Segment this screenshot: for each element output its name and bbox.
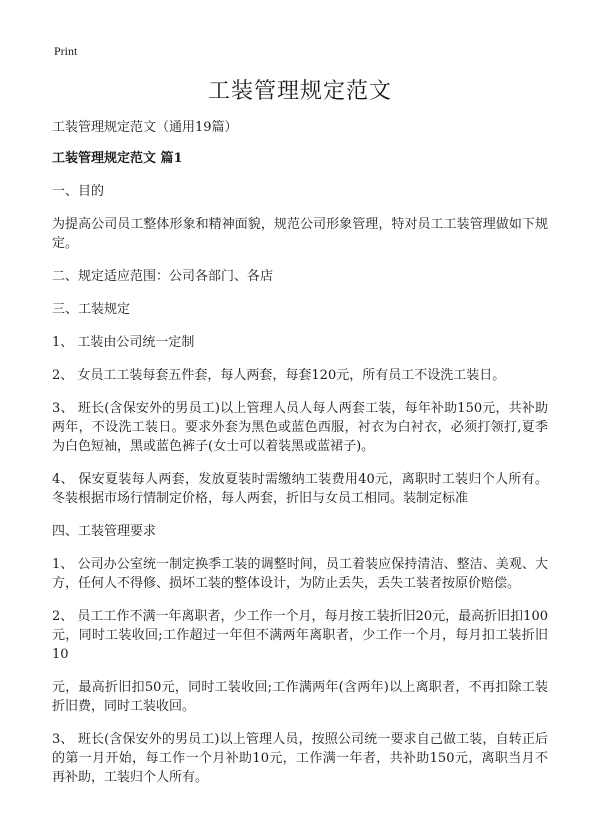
requirement-1: 1、 公司办公室统一制定换季工装的调整时间，员工着装应保持清洁、整洁、美观、大方，任何人不得修、损坏工装的整体设计，为防止丢失，丢失工装者按原价赔偿。 — [52, 557, 548, 591]
rule-4: 4、 保安夏装每人两套，发放夏装时需缴纳工装费用40元，离职时工装归个人所有。冬装根据市场行情制定价格，每人两套，折旧与女员工相同。装制定标准 — [52, 472, 548, 506]
requirement-2-continued: 元，最高折旧扣50元，同时工装收回;工作满两年(含两年)以上离职者，不再扣除工装折旧费，同时工装收回。 — [52, 680, 548, 714]
requirement-3: 3、 班长(含保安外的男员工)以上管理人员，按照公司统一要求自己做工装，自转正后的第一月开始，每工作一个月补助10元，工作满一年者，共补助150元，离职当月不再补助，工装归个人所有。 — [52, 732, 548, 785]
rule-3: 3、 班长(含保安外的男员工)以上管理人员人每人两套工装，每年补助150元，共补助两年，不设洗工装日。要求外套为黑色或蓝色西服，衬衣为白衬衣，必须打领打,夏季为白色短袖，黑或蓝色裤子(女士可以着装黑或蓝裙子)。 — [52, 401, 548, 454]
heading-uniform-rules: 三、工装规定 — [52, 302, 131, 317]
heading-management-requirements: 四、工装管理要求 — [52, 524, 157, 539]
rule-1: 1、 工装由公司统一定制 — [52, 335, 195, 350]
document-subtitle: 工装管理规定范文（通用19篇） — [52, 120, 238, 135]
heading-scope: 二、规定适应范围：公司各部门、各店 — [52, 269, 274, 284]
rule-2: 2、 女员工工装每套五件套，每人两套，每套120元，所有员工不设洗工装日。 — [52, 368, 506, 383]
requirement-2: 2、 员工工作不满一年离职者，少工作一个月，每月按工装折旧20元，最高折旧扣100元，同时工装收回;工作超过一年但不满两年离职者，少工作一个月，每月扣工装折旧10 — [52, 609, 548, 662]
document-title: 工装管理规定范文 — [207, 79, 392, 104]
heading-purpose: 一、目的 — [52, 184, 105, 199]
print-label: Print — [54, 44, 78, 58]
section-heading: 工装管理规定范文 篇1 — [52, 151, 183, 166]
purpose-text: 为提高公司员工整体形象和精神面貌，规范公司形象管理，特对员工工装管理做如下规定。 — [52, 217, 548, 251]
